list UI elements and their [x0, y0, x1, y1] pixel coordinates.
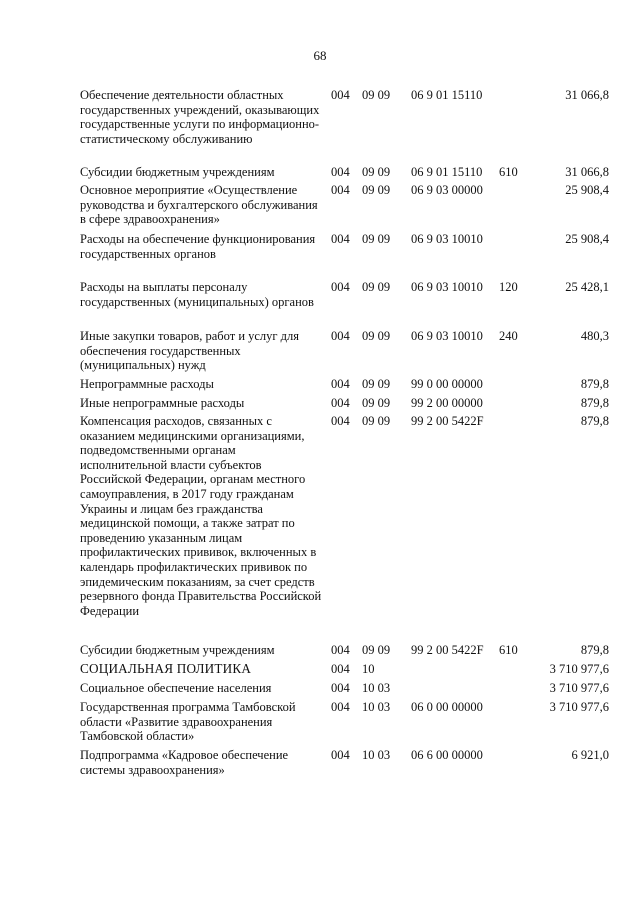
- row-amount: 480,3: [580, 329, 609, 343]
- row-admin-code: 004: [331, 183, 350, 197]
- row-section-code: 09 09: [362, 643, 391, 657]
- row-section-code: 09 09: [362, 232, 391, 246]
- row-target-article: 06 9 03 10010: [411, 232, 483, 246]
- row-description: Субсидии бюджетным учреждениям: [80, 165, 275, 179]
- row-admin-code: 004: [331, 165, 350, 179]
- row-admin-code: 004: [331, 681, 350, 695]
- row-section-code: 10 03: [362, 700, 391, 714]
- row-description: Основное мероприятие «Осуществление руководства и бухгалтерского обслуживания в сфере здравоохранения»: [80, 183, 318, 227]
- row-expense-type: 240: [499, 329, 518, 343]
- row-section-code: 09 09: [362, 396, 391, 410]
- row-target-article: 99 2 00 5422F: [411, 643, 484, 657]
- row-description: Иные закупки товаров, работ и услуг для обеспечения государственных (муниципальных) нужд: [80, 329, 300, 373]
- row-amount: 6 921,0: [571, 748, 609, 762]
- row-amount: 31 066,8: [565, 165, 609, 179]
- row-expense-type: 120: [499, 280, 518, 294]
- row-target-article: 06 9 01 15110: [411, 165, 483, 179]
- row-target-article: 06 9 03 10010: [411, 329, 483, 343]
- row-target-article: 06 6 00 00000: [411, 748, 483, 762]
- row-section-code: 10: [362, 662, 375, 676]
- row-amount: 25 908,4: [565, 183, 609, 197]
- row-amount: 879,8: [580, 414, 609, 428]
- row-section-code: 09 09: [362, 183, 391, 197]
- row-description: Обеспечение деятельности областных государственных учреждений, оказывающих государственные услуги по информационно-статистическому обслуживанию: [80, 88, 320, 146]
- row-target-article: 06 9 03 10010: [411, 280, 483, 294]
- row-description: Подпрограмма «Кадровое обеспечение системы здравоохранения»: [80, 748, 289, 777]
- row-admin-code: 004: [331, 700, 350, 714]
- row-admin-code: 004: [331, 377, 350, 391]
- row-target-article: 99 2 00 00000: [411, 396, 483, 410]
- row-expense-type: 610: [499, 643, 518, 657]
- row-description: Расходы на выплаты персоналу государственных (муниципальных) органов: [80, 280, 314, 309]
- row-amount: 25 428,1: [565, 280, 609, 294]
- row-target-article: 06 0 00 00000: [411, 700, 483, 714]
- row-expense-type: 610: [499, 165, 518, 179]
- row-admin-code: 004: [331, 748, 350, 762]
- row-description: СОЦИАЛЬНАЯ ПОЛИТИКА: [80, 661, 252, 676]
- row-section-code: 10 03: [362, 748, 391, 762]
- row-admin-code: 004: [331, 414, 350, 428]
- row-admin-code: 004: [331, 88, 350, 102]
- row-target-article: 99 2 00 5422F: [411, 414, 484, 428]
- row-admin-code: 004: [331, 396, 350, 410]
- row-amount: 879,8: [580, 396, 609, 410]
- row-description: Субсидии бюджетным учреждениям: [80, 643, 275, 657]
- row-description: Иные непрограммные расходы: [80, 396, 245, 410]
- row-amount: 3 710 977,6: [549, 700, 609, 714]
- row-admin-code: 004: [331, 329, 350, 343]
- row-amount: 3 710 977,6: [549, 681, 609, 695]
- row-amount: 879,8: [580, 377, 609, 391]
- row-admin-code: 004: [331, 232, 350, 246]
- row-description: Социальное обеспечение населения: [80, 681, 272, 695]
- row-description: Расходы на обеспечение функционирования государственных органов: [80, 232, 316, 261]
- row-target-article: 06 9 03 00000: [411, 183, 483, 197]
- row-amount: 3 710 977,6: [549, 662, 609, 676]
- row-description: Непрограммные расходы: [80, 377, 214, 391]
- row-target-article: 99 0 00 00000: [411, 377, 483, 391]
- row-amount: 879,8: [580, 643, 609, 657]
- row-section-code: 09 09: [362, 280, 391, 294]
- row-section-code: 09 09: [362, 377, 391, 391]
- page-number: 68: [313, 48, 327, 63]
- row-section-code: 09 09: [362, 414, 391, 428]
- row-description: Компенсация расходов, связанных с оказанием медицинскими организациями, подведомственными органам исполнительной власти субъектов Российской Федерации, органам местного самоуправления, в 2017 году гражданам Украины и лицам без гражданства медицинской помощи, а также затрат по проведению указанным лицам профилактических прививок, включенных в календарь профилактических прививок по эпидемическим показаниям, за счет средств резервного фонда Правительства Российской Федерации: [80, 414, 322, 618]
- row-section-code: 09 09: [362, 165, 391, 179]
- row-section-code: 09 09: [362, 88, 391, 102]
- row-admin-code: 004: [331, 662, 350, 676]
- row-section-code: 09 09: [362, 329, 391, 343]
- row-admin-code: 004: [331, 643, 350, 657]
- row-target-article: 06 9 01 15110: [411, 88, 483, 102]
- row-admin-code: 004: [331, 280, 350, 294]
- row-description: Государственная программа Тамбовской области «Развитие здравоохранения Тамбовской области»: [80, 700, 296, 744]
- row-amount: 31 066,8: [565, 88, 609, 102]
- row-amount: 25 908,4: [565, 232, 609, 246]
- row-section-code: 10 03: [362, 681, 391, 695]
